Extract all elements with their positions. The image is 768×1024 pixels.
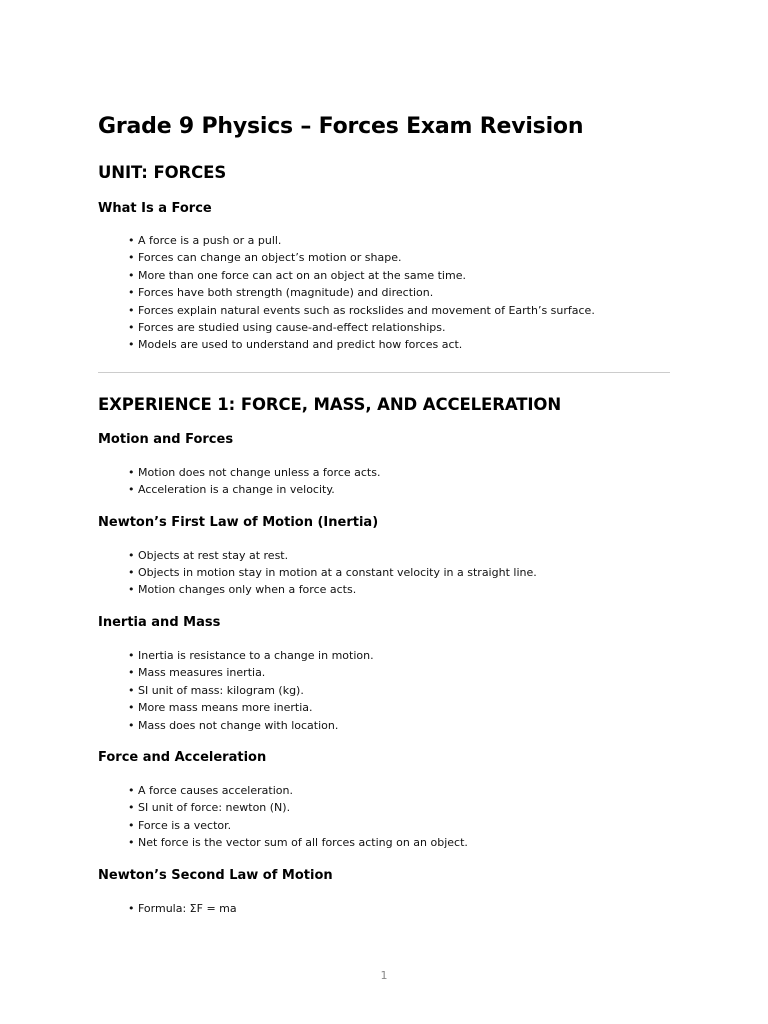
list-item: • Forces can change an object’s motion or shape. — [128, 251, 402, 265]
list-item: • SI unit of mass: kilogram (kg). — [128, 683, 304, 697]
list-item: • Formula: ΣF = ma — [128, 901, 237, 915]
list-item: • SI unit of force: newton (N). — [128, 801, 291, 815]
list-item: • A force is a push or a pull. — [128, 234, 282, 247]
list-item: • Motion changes only when a force acts. — [128, 583, 357, 597]
bullet-list-newtons-second-law — [98, 900, 670, 917]
list-item: • Objects in motion stay in motion at a constant velocity in a straight line. — [128, 566, 537, 580]
document-title: Grade 9 Physics – Forces Exam Revision — [98, 114, 584, 139]
bullet-list-newtons-first-law — [98, 547, 670, 599]
list-item: • Objects at rest stay at rest. — [128, 548, 289, 562]
experience-heading: EXPERIENCE 1: FORCE, MASS, AND ACCELERATION — [98, 394, 562, 414]
list-item: • Forces explain natural events such as rockslides and movement of Earth’s surface. — [128, 303, 595, 317]
section-heading-motion-and-forces: Motion and Forces — [98, 431, 234, 447]
bullet-list-inertia-and-mass — [98, 647, 670, 734]
section-heading-newtons-first-law: Newton’s First Law of Motion (Inertia) — [98, 514, 379, 530]
list-item: • Forces are studied using cause-and-effect relationships. — [128, 321, 446, 335]
section-heading-inertia-and-mass: Inertia and Mass — [98, 614, 221, 630]
bullet-list-motion-and-forces — [98, 464, 670, 499]
list-item: • More mass means more inertia. — [128, 701, 313, 715]
page-number: 1 — [380, 969, 388, 982]
section-heading-force-and-acceleration: Force and Acceleration — [98, 749, 267, 765]
list-item: • More than one force can act on an object at the same time. — [128, 268, 466, 282]
section-divider — [98, 372, 670, 373]
section-heading-what-is-a-force: What Is a Force — [98, 201, 212, 216]
list-item: • Net force is the vector sum of all forces acting on an object. — [128, 836, 468, 850]
bullet-list-force-and-acceleration — [98, 782, 670, 852]
list-item: • Acceleration is a change in velocity. — [128, 483, 335, 497]
list-item: • A force causes acceleration. — [128, 783, 293, 797]
list-item: • Force is a vector. — [128, 818, 232, 832]
list-item: • Models are used to understand and predict how forces act. — [128, 338, 463, 352]
list-item: • Inertia is resistance to a change in motion. — [128, 648, 374, 662]
section-heading-newtons-second-law: Newton’s Second Law of Motion — [98, 867, 333, 883]
bullet-list-what-is-a-force — [98, 232, 670, 354]
list-item: • Mass measures inertia. — [128, 666, 266, 680]
document-page — [98, 112, 670, 917]
unit-heading: UNIT: FORCES — [98, 163, 227, 182]
list-item: • Motion does not change unless a force acts. — [128, 465, 381, 479]
list-item: • Mass does not change with location. — [128, 718, 339, 732]
list-item: • Forces have both strength (magnitude) and direction. — [128, 286, 434, 300]
